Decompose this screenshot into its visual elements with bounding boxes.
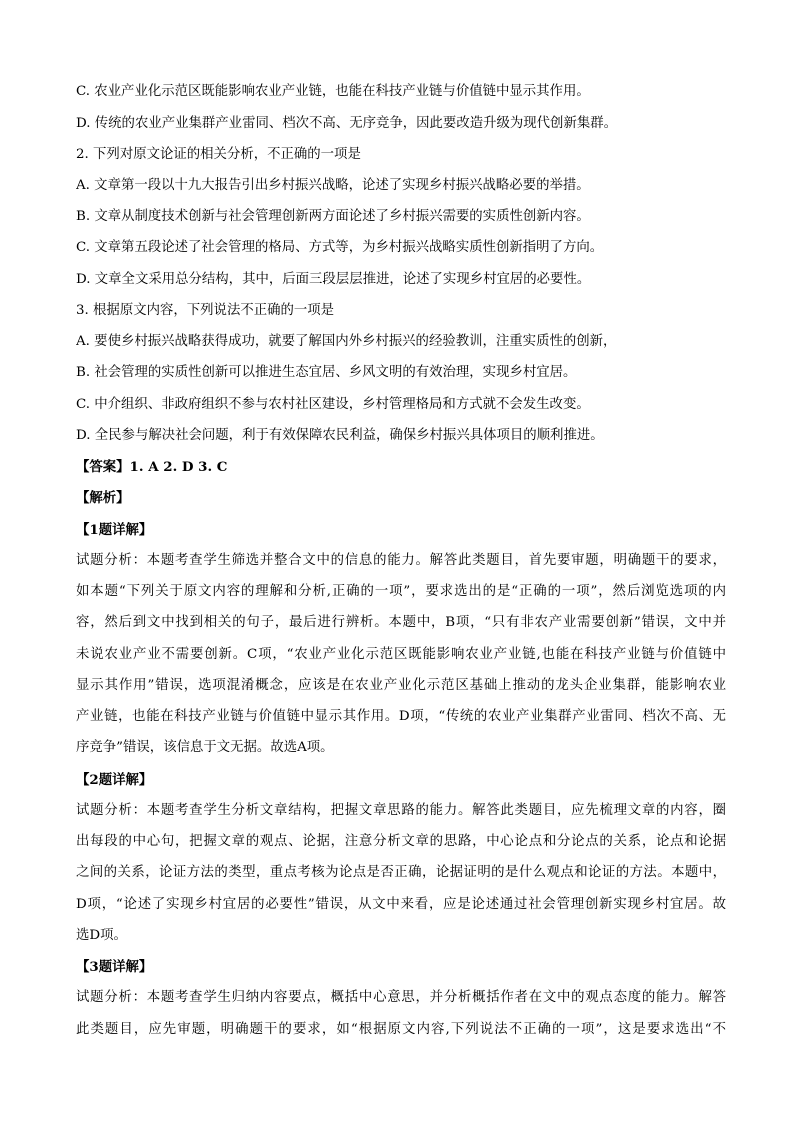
q1-detail-heading: 【1题详解】 — [76, 522, 153, 538]
option-d-q3: D. 全民参与解决社会问题，利于有效保障农民利益，确保乡村振兴具体项目的顺利推进。 — [76, 428, 604, 443]
q3-analysis-line-2: 此类题目，应先审题，明确题干的要求，如“根据原文内容,下列说法不正确的一项”，这是要求选出“不 — [76, 1022, 726, 1037]
option-d-q1: D. 传统的农业产业集群产业雷同、档次不高、无序竞争，因此要改造升级为现代创新集群。 — [76, 116, 618, 131]
q1-analysis-line-6: 产业链，也能在科技产业链与价值链中显示其作用。D项，“传统的农业产业集群产业雷同、档次不高、无 — [76, 709, 726, 724]
q1-analysis-line-2: 如本题“下列关于原文内容的理解和分析,正确的一项”，要求选出的是“正确的一项”，然后浏览选项的内 — [76, 584, 726, 599]
option-c-q2: C. 文章第五段论述了社会管理的格局、方式等，为乡村振兴战略实质性创新指明了方向。 — [76, 240, 604, 255]
question-2-stem: 2. 下列对原文论证的相关分析，不正确的一项是 — [76, 147, 361, 162]
option-a-q3: A. 要使乡村振兴战略获得成功，就要了解国内外乡村振兴的经验教训，注重实质性的创新， — [76, 334, 617, 349]
question-3-stem: 3. 根据原文内容，下列说法不正确的一项是 — [76, 303, 335, 318]
q2-analysis-line-4: D项，“论述了实现乡村宜居的必要性”错误，从文中来看，应是论述通过社会管理创新实现乡村宜居。故 — [76, 897, 726, 912]
q2-analysis-line-5: 选D项。 — [76, 928, 127, 943]
answer-line: 【答案】1. A 2. D 3. C — [76, 459, 228, 475]
option-c-q3: C. 中介组织、非政府组织不参与农村社区建设，乡村管理格局和方式就不会发生改变。 — [76, 397, 590, 412]
q1-analysis-line-5: 显示其作用”错误，选项混淆概念，应该是在农业产业化示范区基础上推动的龙头企业集群，能影响农业 — [76, 678, 726, 693]
q1-analysis-line-3: 容，然后到文中找到相关的句子，最后进行辨析。本题中，B项，“只有非农产业需要创新”错误，文中并 — [76, 615, 726, 630]
analysis-heading: 【解析】 — [76, 490, 130, 506]
q3-analysis-line-1: 试题分析：本题考查学生归纳内容要点，概括中心意思，并分析概括作者在文中的观点态度的能力。解答 — [76, 990, 726, 1005]
option-d-q2: D. 文章全文采用总分结构，其中，后面三段层层推进，论述了实现乡村宜居的必要性。 — [76, 272, 591, 287]
q2-analysis-line-1: 试题分析：本题考查学生分析文章结构，把握文章思路的能力。解答此类题目，应先梳理文章的内容，圈 — [76, 803, 726, 818]
q1-analysis-line-4: 未说农业产业不需要创新。C项，“农业产业化示范区既能影响农业产业链,也能在科技产业链与价值链中 — [76, 647, 726, 662]
q2-analysis-line-2: 出每段的中心句，把握文章的观点、论据，注意分析文章的思路，中心论点和分论点的关系，论点和论据 — [76, 834, 726, 849]
option-a-q2: A. 文章第一段以十九大报告引出乡村振兴战略，论述了实现乡村振兴战略必要的举措。 — [76, 178, 590, 193]
option-b-q3: B. 社会管理的实质性创新可以推进生态宜居、乡风文明的有效治理，实现乡村宜居。 — [76, 365, 577, 380]
option-c-q1: C. 农业产业化示范区既能影响农业产业链，也能在科技产业链与价值链中显示其作用。 — [76, 84, 590, 99]
option-b-q2: B. 文章从制度技术创新与社会管理创新两方面论述了乡村振兴需要的实质性创新内容。 — [76, 209, 590, 224]
q2-analysis-line-3: 之间的关系，论证方法的类型，重点考核为论点是否正确，论据证明的是什么观点和论证的方法。本题中， — [76, 865, 726, 880]
q1-analysis-line-7: 序竞争”错误，该信息于文无据。故选A项。 — [76, 740, 334, 755]
q3-detail-heading: 【3题详解】 — [76, 959, 153, 975]
q1-analysis-line-1: 试题分析：本题考查学生筛选并整合文中的信息的能力。解答此类题目，首先要审题，明确题干的要求， — [76, 553, 726, 568]
q2-detail-heading: 【2题详解】 — [76, 772, 153, 788]
